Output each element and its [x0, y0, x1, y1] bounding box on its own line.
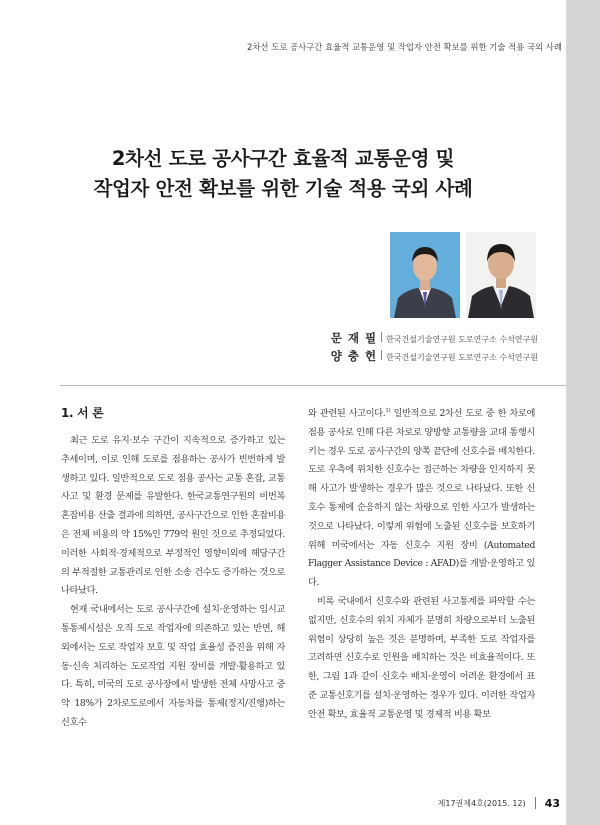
author-row — [331, 330, 538, 346]
body-column-left — [61, 405, 285, 733]
author-photo-2 — [466, 232, 536, 318]
article-title — [0, 144, 566, 204]
author-divider — [381, 350, 382, 360]
issue-info: 제17권제4호(2015. 12) — [437, 798, 526, 808]
paragraph-text: 와 관련된 사고이다. — [308, 408, 386, 419]
title-line-1: 2차선 도로 공사구간 효율적 교통운영 및 — [111, 147, 455, 170]
author-name: 문 재 필 — [330, 331, 378, 345]
author-photo-1 — [390, 232, 460, 318]
title-line-2: 작업자 안전 확보를 위한 기술 적용 국외 사례 — [93, 177, 473, 200]
footer-divider — [535, 797, 536, 809]
section-heading: 1. 서 론 — [61, 406, 104, 420]
section-divider — [60, 385, 566, 386]
page-footer — [360, 795, 560, 811]
running-header-text: 2차선 도로 공사구간 효율적 교통운영 및 작업자 안전 확보를 위한 기술 적용 국외 사례 — [246, 42, 562, 52]
author-row — [331, 348, 538, 364]
body-paragraph: 비록 국내에서 신호수와 관련된 사고통계를 파악할 수는 없지만, 신호수의 위치 자체가 분명히 차량으로부터 노출된 위험이 상당히 높은 것은 분명하며, 부족한 도로 작업자를 고려하면 신호수로 인원을 배치하는 것은 비효율적이다. 또한, 그림 1과 같이 신호수 배치·운영이 어려운 환경에서 표준 교통신호기를 설치·운영하는 경우가 있다. 이러한 작업자 안전 확보, 효율적 교통운영 및 경제적 비용 확보 — [308, 595, 535, 720]
running-header — [246, 40, 572, 54]
body-paragraph: 최근 도로 유지·보수 구간이 지속적으로 증가하고 있는 추세이며, 이로 인해 도로를 점용하는 공사가 빈번하게 발생하고 있다. 일반적으로 도로 점용 공사는 교통 혼잡, 교통사고 및 환경 문제를 유발한다. 한국교통연구원의 비번복 혼잡비용 산출 결과에 의하면, 공사구간으로 인한 혼잡비용은 전체 비용의 약 15%인 779억 원인 것으로 추정되었다. 이러한 사회적·경제적으로 부정적인 영향이외에 해당구간의 부적절한 교통관리로 인한 소송 건수도 증가하는 것으로 나타났다. — [61, 435, 285, 597]
paragraph-text: 일반적으로 2차선 도로 중 한 차로에 점용 공사로 인해 다른 차로로 양방향 교통량을 교대 통행시키는 경우 도로 공사구간의 양쪽 끝단에 신호수를 배치한다. 도로 우측에 위치한 신호수는 접근하는 차량을 인지하지 못해 사고가 발생하는 경우가 많은 것으로 나타났다. 또한 신호수 통제에 순응하지 않는 차량으로 인한 사고가 발생하는 것으로 나타났다. 이렇게 위험에 노출된 신호수를 보호하기 위해 미국에서는 자동 신호수 지원 장비 (Automated Flagger Assistance Device : AFAD)를 개발·운영하고 있다. — [308, 408, 535, 589]
author-divider — [381, 332, 382, 342]
page-number: 43 — [544, 796, 560, 810]
side-tab-bar — [566, 0, 600, 825]
body-paragraph: 현재 국내에서는 도로 공사구간에 설치·운영하는 임시교통통제시설은 오직 도로 작업자에 의존하고 있는 반면, 해외에서는 도로 작업자 보호 및 작업 효율성 증진을 위해 자동·신속 처리하는 도로작업 지원 장비를 개발·활용하고 있다. 특히, 미국의 도로 공사장에서 발생한 전체 사망사고 중 약 18%가 2차로도로에서 자동차를 통제(정지/진행)하는 신호수 — [61, 604, 285, 728]
author-affiliation: 한국건설기술연구원 도로연구소 수석연구원 — [386, 335, 538, 344]
author-name: 양 충 헌 — [330, 349, 378, 363]
body-column-right — [308, 405, 535, 725]
footnote-ref: 1) — [385, 407, 391, 414]
author-affiliation: 한국건설기술연구원 도로연구소 수석연구원 — [386, 353, 538, 362]
body-paragraph — [308, 405, 535, 593]
